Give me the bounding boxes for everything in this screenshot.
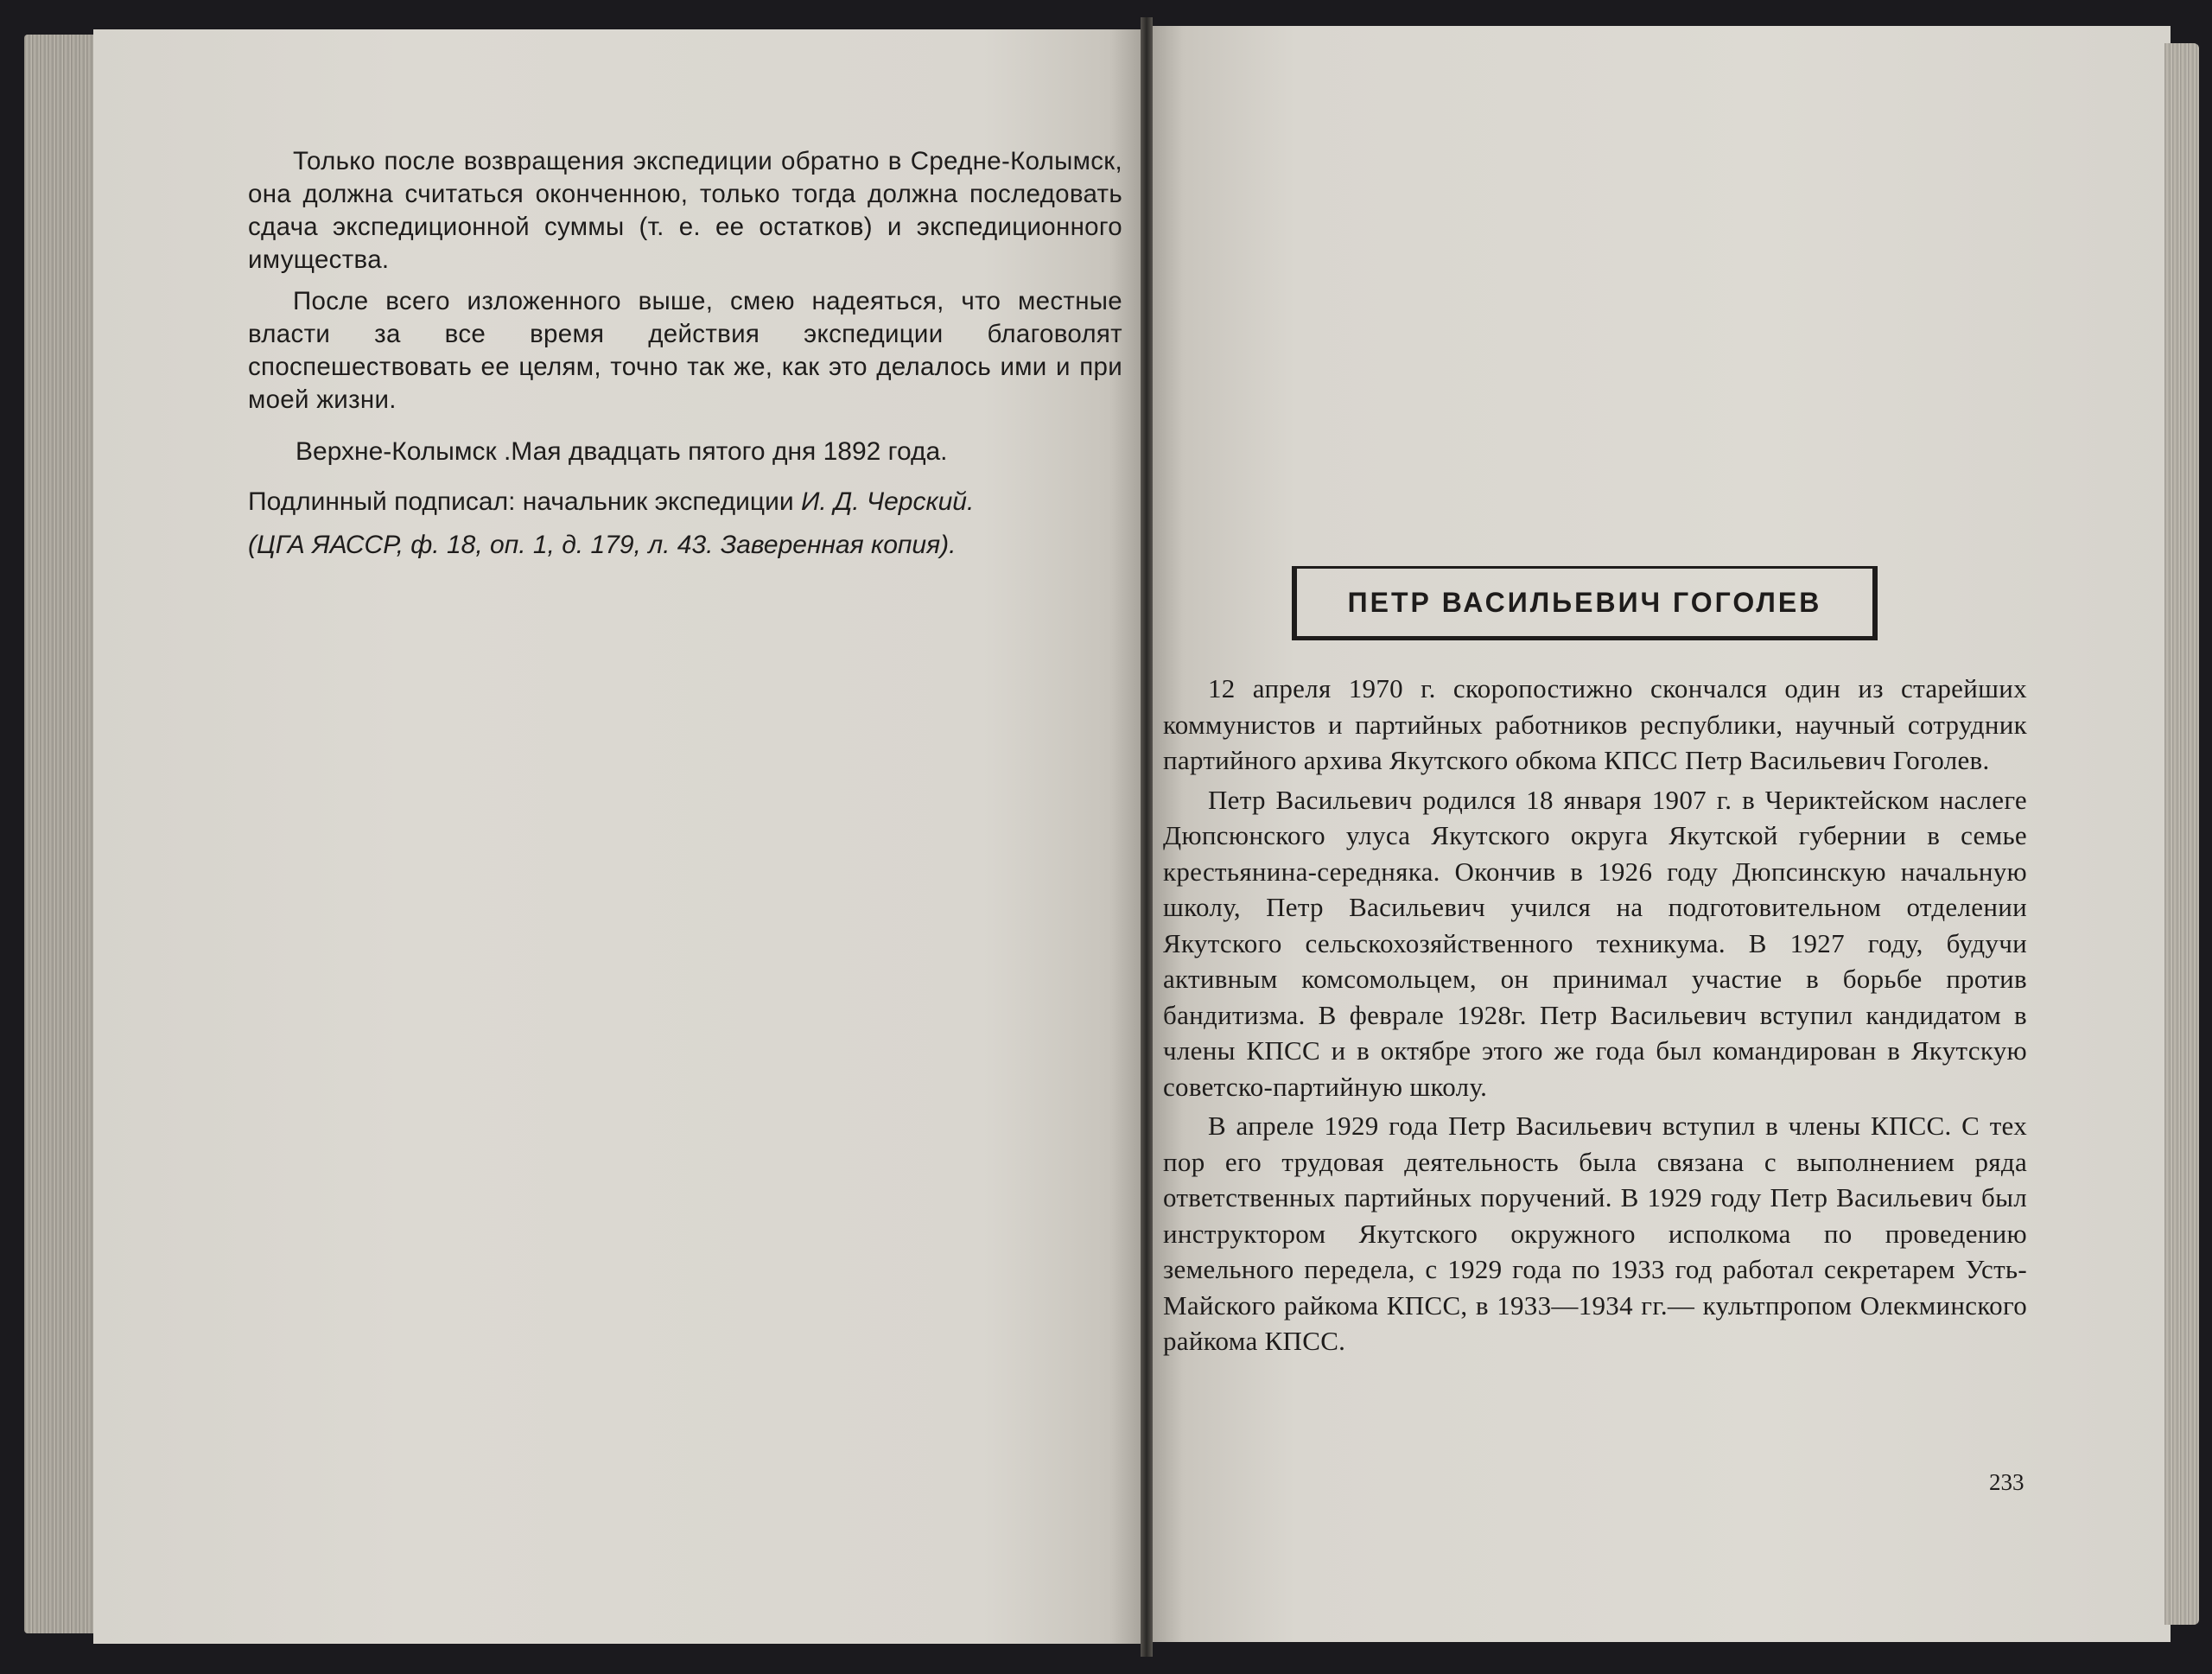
right-paragraph-3: В апреле 1929 года Петр Васильевич вступил в члены КПСС. С тех пор его трудовая деятельность была связана с выполнением ряда ответственных партийных поручений. В 1929 году Петр Васильевич был инструктором Якутского окружного исполкома по проведению земельного передела, с 1929 года по 1933 год работал секретарем Усть-Майского райкома КПСС, в 1933—1934 гг.— культпропом Олекминского райкома КПСС.	[1163, 1111, 2027, 1356]
right-page-text	[1163, 671, 2027, 1359]
right-paragraph-2: Петр Васильевич родился 18 января 1907 г. в Чериктейском наслеге Дюпсюнского улуса Якутского округа Якутской губернии в семье крестьянина-середняка. Окончив в 1926 году Дюпсинскую начальную школу, Петр Васильевич учился на подготовительном отделении Якутского сельскохозяйственного техникума. В 1927 году, будучи активным комсомольцем, он принимал участие в борьбе против бандитизма. В феврале 1928г. Петр Васильевич вступил кандидатом в члены КПСС и в октябре этого же года был командирован в Якутскую советско-партийную школу.	[1163, 784, 2027, 1102]
right-paragraph-1: 12 апреля 1970 г. скоропостижно скончался один из старейших коммунистов и партийных работников республики, научный сотрудник партийного архива Якутского обкома КПСС Петр Васильевич Гоголев.	[1163, 673, 2027, 775]
place-and-date: Верхне-Колымск .Мая двадцать пятого дня 1892 года.	[296, 437, 948, 466]
article-title: ПЕТР ВАСИЛЬЕВИЧ ГОГОЛЕВ	[1347, 586, 1822, 618]
signature-name: И. Д. Черский.	[800, 487, 975, 516]
article-title-box	[1292, 566, 1878, 640]
left-page-text	[248, 145, 1122, 563]
right-page-edges	[2164, 43, 2199, 1625]
archive-source: (ЦГА ЯАССР, ф. 18, оп. 1, д. 179, л. 43. Заверенная копия).	[248, 531, 957, 559]
signature-prefix: Подлинный подписал: начальник экспедиции	[248, 487, 801, 516]
left-page-edges	[24, 35, 97, 1633]
left-paragraph-1: Только после возвращения экспедиции обратно в Средне-Колымск, она должна считаться оконченною, только тогда должна последовать сдача экспедиционной суммы (т. е. ее остатков) и экспедиционного имущества.	[248, 147, 1122, 274]
page-number: 233	[1989, 1469, 2024, 1495]
left-paragraph-2: После всего изложенного выше, смею надеяться, что местные власти за все время действия экспедиции благоволят споспешествовать ее целям, точно так же, как это делалось ими и при моей жизни.	[248, 287, 1122, 414]
signature-line	[248, 484, 1122, 520]
book-gutter	[1141, 17, 1153, 1657]
